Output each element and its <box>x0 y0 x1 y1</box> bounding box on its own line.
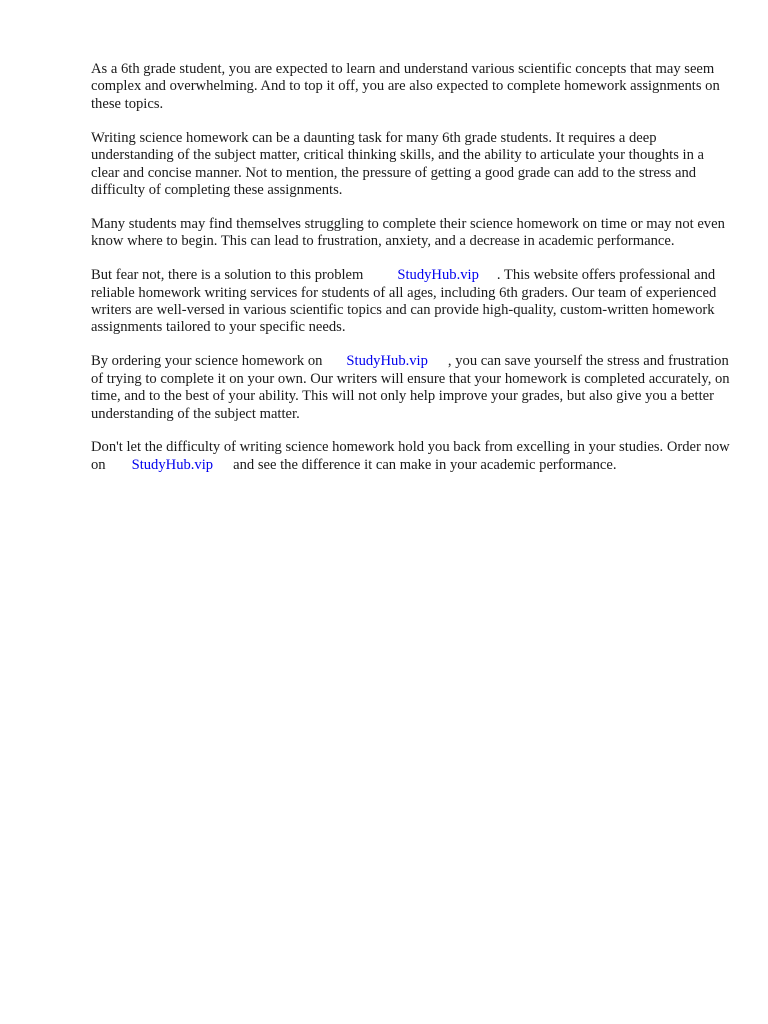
paragraph-solution <box>91 267 731 337</box>
document-body <box>91 61 731 491</box>
paragraph-ordering-rest: , you can save yourself the stress and frustration of trying to complete it on your own. Our writers will ensure that your homework is completed accurately, on time, and to the best of your ability. This will not only help improve your grades, but also give you a better understanding of the subject matter. <box>91 353 730 422</box>
paragraph-difficulty: Writing science homework can be a daunting task for many 6th grade students. It requires a deep understanding of the subject matter, critical thinking skills, and the ability to articulate your thoughts in a clear and concise manner. Not to mention, the pressure of getting a good grade can add to the stress and difficulty of completing these assignments. <box>91 129 705 198</box>
paragraph-ordering-lead: By ordering your science homework on <box>91 353 323 370</box>
paragraph-cta-rest: and see the difference it can make in your academic performance. <box>233 456 617 473</box>
studyhub-link-solution[interactable]: StudyHub.vip <box>397 267 479 284</box>
paragraph-solution-rest: . This website offers professional and reliable homework writing services for students of all ages, including 6th graders. Our team of experienced writers are well-versed in various scientific topics and can provide high-quality, custom-written homework assignments tailored to your specific needs. <box>91 267 717 336</box>
studyhub-link-order-now[interactable]: StudyHub.vip <box>131 456 214 473</box>
paragraph-intro: As a 6th grade student, you are expected to learn and understand various scientific concepts that may seem complex and overwhelming. And to top it off, you are also expected to complete homework assignments on these topics. <box>91 61 720 112</box>
paragraph-call-to-action <box>91 439 731 474</box>
paragraph-ordering <box>91 353 731 423</box>
paragraph-solution-lead: But fear not, there is a solution to this problem <box>91 267 364 284</box>
studyhub-link-ordering[interactable]: StudyHub.vip <box>346 353 428 370</box>
paragraph-struggle: Many students may find themselves struggling to complete their science homework on time or may not even know where to begin. This can lead to frustration, anxiety, and a decrease in academic performance. <box>91 215 725 250</box>
paragraph-cta-lead: Don't let the difficulty of writing science homework hold you back from excelling in your studies. Order now on <box>91 439 730 473</box>
